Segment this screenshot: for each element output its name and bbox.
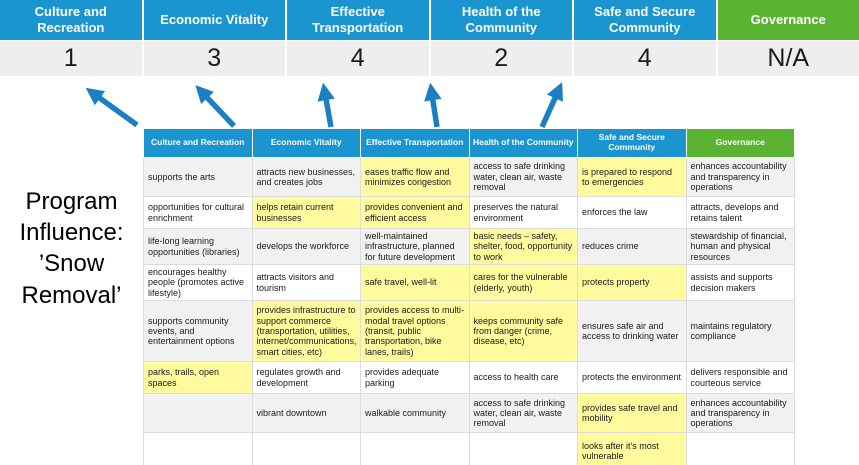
priority-score: 4: [287, 41, 429, 76]
matrix-row: [144, 433, 795, 465]
matrix-row: [144, 301, 795, 362]
priority-header: Health of the Community: [431, 0, 573, 40]
matrix-cell: [686, 433, 795, 465]
matrix-cell: keeps community safe from danger (crime, disease, etc): [469, 301, 578, 362]
matrix-cell: supports the arts: [144, 158, 253, 197]
matrix-cell: is prepared to respond to emergencies: [578, 158, 687, 197]
influence-matrix: [143, 128, 795, 465]
matrix-cell: attracts, develops and retains talent: [686, 197, 795, 229]
matrix-cell: opportunities for cultural enrichment: [144, 197, 253, 229]
matrix-cell: provides convenient and efficient access: [361, 197, 470, 229]
matrix-header-cell: Governance: [686, 129, 795, 158]
priority-score: 1: [0, 41, 142, 76]
matrix-cell: provides access to multi-modal travel options (transit, public transportation, bike lanes, trails): [361, 301, 470, 362]
arrow-icon: [90, 91, 137, 125]
matrix-cell: [252, 433, 361, 465]
matrix-cell: [361, 433, 470, 465]
matrix-cell: [144, 433, 253, 465]
matrix-row: [144, 229, 795, 265]
arrow-icon: [324, 88, 331, 127]
matrix-cell: enforces the law: [578, 197, 687, 229]
priority-score: 3: [144, 41, 286, 76]
influence-matrix-body: [144, 158, 795, 465]
matrix-cell: parks, trails, open spaces: [144, 362, 253, 394]
priority-score-row: [0, 41, 859, 76]
matrix-header-cell: Culture and Recreation: [144, 129, 253, 158]
priority-header: Safe and Secure Community: [574, 0, 716, 40]
matrix-cell: ensures safe air and access to drinking water: [578, 301, 687, 362]
matrix-cell: basic needs – safety, shelter, food, opportunity to work: [469, 229, 578, 265]
program-influence-label: Program Influence: ’Snow Removal’: [19, 188, 124, 309]
matrix-header-cell: Economic Vitality: [252, 129, 361, 158]
priority-header: Governance: [718, 0, 859, 40]
matrix-cell: encourages healthy people (promotes active lifestyle): [144, 265, 253, 301]
matrix-cell: attracts visitors and tourism: [252, 265, 361, 301]
matrix-cell: helps retain current businesses: [252, 197, 361, 229]
matrix-header-row: [144, 129, 795, 158]
score-arrows: [0, 76, 859, 128]
matrix-cell: provides safe travel and mobility: [578, 394, 687, 433]
matrix-header-cell: Safe and Secure Community: [578, 129, 687, 158]
matrix-row: [144, 394, 795, 433]
arrow-icon: [431, 88, 437, 127]
matrix-cell: develops the workforce: [252, 229, 361, 265]
matrix-cell: protects property: [578, 265, 687, 301]
matrix-cell: cares for the vulnerable (elderly, youth): [469, 265, 578, 301]
matrix-cell: access to safe drinking water, clean air, waste removal: [469, 158, 578, 197]
matrix-cell: eases traffic flow and minimizes congestion: [361, 158, 470, 197]
matrix-row: [144, 158, 795, 197]
arrow-icon: [542, 87, 560, 127]
matrix-header-cell: Health of the Community: [469, 129, 578, 158]
matrix-cell: walkable community: [361, 394, 470, 433]
matrix-row: [144, 265, 795, 301]
matrix-header-cell: Effective Transportation: [361, 129, 470, 158]
matrix-cell: provides adequate parking: [361, 362, 470, 394]
matrix-cell: enhances accountability and transparency in operations: [686, 394, 795, 433]
matrix-cell: protects the environment: [578, 362, 687, 394]
matrix-cell: attracts new businesses, and creates jobs: [252, 158, 361, 197]
matrix-row: [144, 362, 795, 394]
priority-header-row: [0, 0, 859, 40]
matrix-cell: assists and supports decision makers: [686, 265, 795, 301]
matrix-cell: life-long learning opportunities (libraries): [144, 229, 253, 265]
influence-matrix-header: [144, 129, 795, 158]
matrix-row: [144, 197, 795, 229]
matrix-cell: [469, 433, 578, 465]
matrix-cell: preserves the natural environment: [469, 197, 578, 229]
matrix-cell: maintains regulatory compliance: [686, 301, 795, 362]
priority-score: 2: [431, 41, 573, 76]
priority-header: Economic Vitality: [144, 0, 286, 40]
matrix-cell: regulates growth and development: [252, 362, 361, 394]
priority-score: 4: [574, 41, 716, 76]
matrix-cell: looks after it's most vulnerable: [578, 433, 687, 465]
matrix-cell: access to safe drinking water, clean air, waste removal: [469, 394, 578, 433]
matrix-cell: stewardship of financial, human and physical resources: [686, 229, 795, 265]
arrow-icon: [199, 89, 234, 126]
matrix-cell: safe travel, well-lit: [361, 265, 470, 301]
matrix-cell: enhances accountability and transparency in operations: [686, 158, 795, 197]
matrix-cell: provides infrastructure to support commerce (transportation, utilities, internet/communications, smart cities, etc): [252, 301, 361, 362]
matrix-cell: supports community events, and entertainment options: [144, 301, 253, 362]
matrix-cell: delivers responsible and courteous service: [686, 362, 795, 394]
matrix-cell: vibrant downtown: [252, 394, 361, 433]
priority-score: N/A: [718, 41, 859, 76]
matrix-cell: [144, 394, 253, 433]
priority-header: Effective Transportation: [287, 0, 429, 40]
matrix-cell: access to health care: [469, 362, 578, 394]
matrix-cell: well-maintained infrastructure, planned for future development: [361, 229, 470, 265]
matrix-cell: reduces crime: [578, 229, 687, 265]
priority-header: Culture and Recreation: [0, 0, 142, 40]
